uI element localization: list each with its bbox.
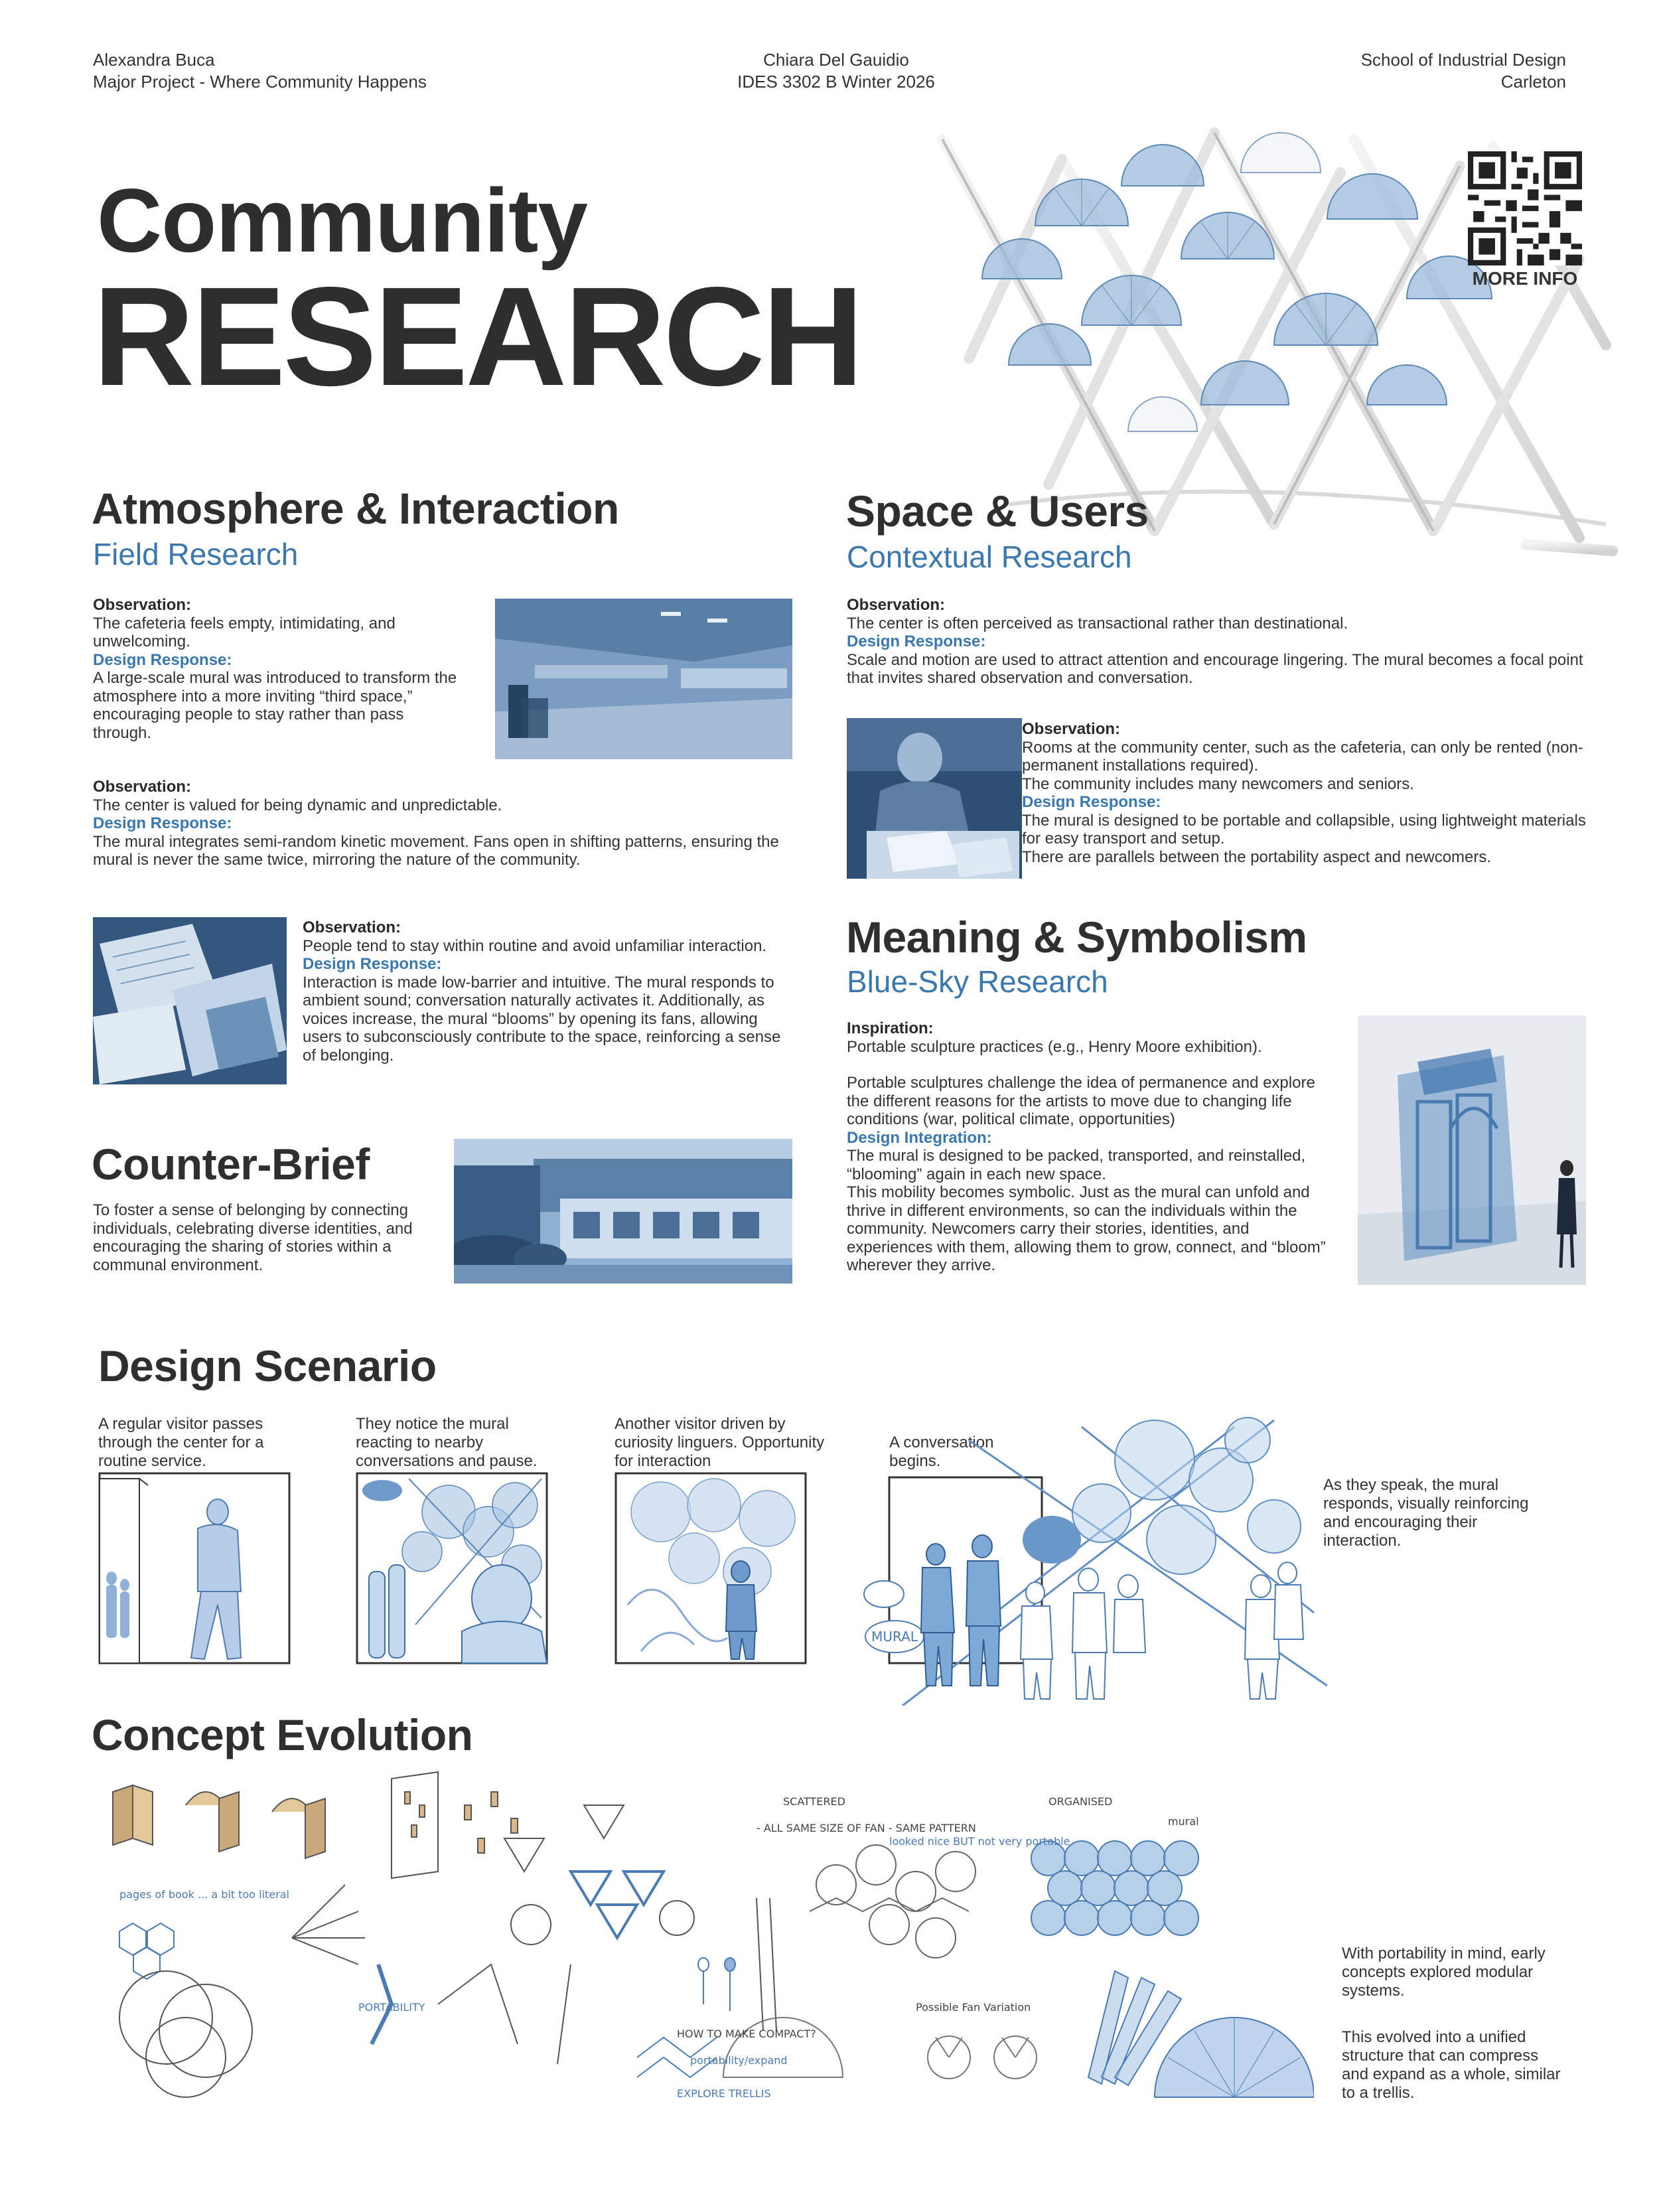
meaning-text: [847, 1019, 1338, 1275]
space-users-heading: Space & Users: [846, 486, 1149, 536]
obs-label: Observation:: [847, 596, 946, 614]
counter-brief-text: To foster a sense of belonging by connecting individuals, celebrating diverse identities, and encouraging the sharing of stories within a communal environment.: [93, 1201, 413, 1274]
space-users-block-2: [1022, 720, 1593, 866]
qr-code-icon[interactable]: [1468, 151, 1582, 265]
course-name: IDES 3302 B Winter 2026: [737, 72, 935, 92]
meaning-heading: Meaning & Symbolism: [846, 913, 1307, 962]
atmosphere-heading: Atmosphere & Interaction: [92, 484, 619, 533]
title-line2: RESEARCH: [93, 258, 861, 415]
resp-label: Design Response:: [93, 650, 232, 669]
scenario-step-5: As they speak, the mural responds, visually reinforcing and encouraging their interaction.: [1323, 1476, 1529, 1550]
inspiration-label: Inspiration:: [847, 1019, 934, 1037]
resp-label: Design Response:: [847, 632, 986, 650]
integration-text-1: The mural is designed to be packed, transported, and reinstalled, “blooming” again in each new space.: [847, 1147, 1306, 1183]
inspiration-text: Portable sculpture practices (e.g., Henry Moore exhibition).: [847, 1037, 1262, 1056]
resp-text: The mural integrates semi-random kinetic movement. Fans open in shifting patterns, ensuring the mural is never the same twice, mirroring the nature of the community.: [93, 832, 779, 869]
space-users-block-1: [847, 596, 1590, 688]
evolution-text-2: This evolved into a unified structure that can compress and expand as a whole, similar to a trellis.: [1342, 2028, 1561, 2102]
resp-text-1: The mural is designed to be portable and collapsible, using lightweight materials for easy transport and setup.: [1022, 811, 1586, 848]
resp-label: Design Response:: [93, 814, 232, 832]
university-name: Carleton: [1500, 72, 1566, 92]
instructor-name: Chiara Del Gauidio: [763, 50, 909, 70]
obs-label: Observation:: [1022, 720, 1121, 738]
integration-text-2: This mobility becomes symbolic. Just as the mural can unfold and thrive in different environments, so can the individuals within the community. Newcomers carry their stories, identities, and experiences with them, allowing them to grow, connect, and “bloom” wherever they arrive.: [847, 1183, 1326, 1274]
obs-text: People tend to stay within routine and avoid unfamiliar interaction.: [303, 936, 767, 955]
sketch-note-8: HOW TO MAKE COMPACT?: [677, 2028, 816, 2040]
scenario-heading: Design Scenario: [98, 1341, 437, 1390]
atmosphere-subheading: Field Research: [93, 537, 299, 571]
evolution-heading: Concept Evolution: [92, 1710, 473, 1759]
sketch-note-4: ORGANISED: [1048, 1795, 1113, 1808]
header-right: [1361, 49, 1566, 93]
obs-text: The cafeteria feels empty, intimidating, and unwelcoming.: [93, 614, 396, 650]
resp-label: Design Response:: [1022, 793, 1161, 811]
sketch-note-9: portability/expand: [690, 2054, 788, 2067]
resp-text-2: There are parallels between the portability aspect and newcomers.: [1022, 848, 1492, 866]
project-name: Major Project - Where Community Happens: [93, 72, 427, 92]
scenario-step-4: A conversation begins.: [889, 1434, 994, 1470]
concept-sketches: [93, 1765, 1314, 2110]
integration-label: Design Integration:: [847, 1128, 992, 1147]
scenario-sketch-2: [356, 1472, 548, 1664]
obs-label: Observation:: [93, 778, 192, 796]
obs-text-1: Rooms at the community center, such as the cafeteria, can only be rented (non-permanent installations required).: [1022, 738, 1583, 774]
sketch-note-7: mural: [1168, 1815, 1199, 1828]
obs-text: The center is often perceived as transactional rather than destinational.: [847, 614, 1348, 632]
speech-bubble-text: MURAL: [871, 1629, 918, 1645]
obs-label: Observation:: [303, 919, 401, 936]
inspiration-text-2: Portable sculptures challenge the idea of permanence and explore the different reasons for the artists to move due to changing life conditions (war, political climate, opportunities): [847, 1074, 1315, 1128]
title-line1: Community: [97, 170, 587, 271]
space-users-subheading: Contextual Research: [847, 540, 1132, 574]
header-left: [93, 49, 427, 93]
counter-brief-heading: Counter-Brief: [92, 1140, 370, 1189]
resp-text: Interaction is made low-barrier and intuitive. The mural responds to ambient sound; conversation naturally activates it. Additionally, as voices increase, the mural “blooms” by opening its fans, allowing users to subconsciously contribute to the space, reinforcing a sense of belonging.: [303, 973, 781, 1065]
resp-label: Design Response:: [303, 955, 442, 973]
resp-text: A large-scale mural was introduced to transform the atmosphere into a more inviting “third space,” encouraging people to stay rather than pass through.: [93, 669, 457, 742]
sketch-note-1: pages of book ... a bit too literal: [119, 1888, 289, 1901]
atmosphere-block-1: [93, 596, 465, 742]
obs-label: Observation:: [93, 596, 192, 614]
sketch-note-11: Possible Fan Variation: [916, 2001, 1031, 2014]
sketch-note-5: - ALL SAME SIZE OF FAN - SAME PATTERN: [757, 1822, 976, 1834]
scenario-sketch-conversation: [863, 1414, 1327, 1706]
seniors-photo: [847, 718, 1022, 879]
sketch-note-2: PORTABILITY: [358, 2001, 425, 2014]
evolution-text-1: With portability in mind, early concepts explored modular systems.: [1342, 1945, 1546, 2000]
meaning-subheading: Blue-Sky Research: [847, 964, 1108, 999]
community-center-photo: [454, 1139, 792, 1284]
more-info-label[interactable]: MORE INFO: [1472, 268, 1578, 289]
atmosphere-block-2: [93, 778, 796, 869]
atmosphere-block-3: [303, 919, 794, 1065]
obs-text: The center is valued for being dynamic and unpredictable.: [93, 796, 502, 814]
cafeteria-photo: [495, 599, 792, 759]
scenario-step-2: They notice the mural reacting to nearby conversations and pause.: [356, 1415, 538, 1470]
sketch-note-3: SCATTERED: [783, 1795, 845, 1808]
scenario-sketch-1: [98, 1472, 291, 1664]
header-center: [697, 49, 975, 93]
scenario-step-3: Another visitor driven by curiosity linguers. Opportunity for interaction: [614, 1415, 825, 1470]
sketch-note-10: EXPLORE TRELLIS: [677, 2087, 771, 2100]
scenario-step-1: A regular visitor passes through the center for a routine service.: [98, 1415, 264, 1470]
sketch-note-6: looked nice BUT not very portable: [889, 1835, 1070, 1848]
papers-photo: [93, 917, 287, 1084]
school-name: School of Industrial Design: [1360, 50, 1566, 70]
sculpture-photo: [1358, 1015, 1586, 1285]
author-name: Alexandra Buca: [93, 50, 215, 70]
resp-text: Scale and motion are used to attract attention and encourage lingering. The mural becomes a focal point that invites shared observation and conversation.: [847, 650, 1583, 687]
obs-text-2: The community includes many newcomers and seniors.: [1022, 774, 1414, 793]
scenario-sketch-3: [614, 1472, 807, 1664]
